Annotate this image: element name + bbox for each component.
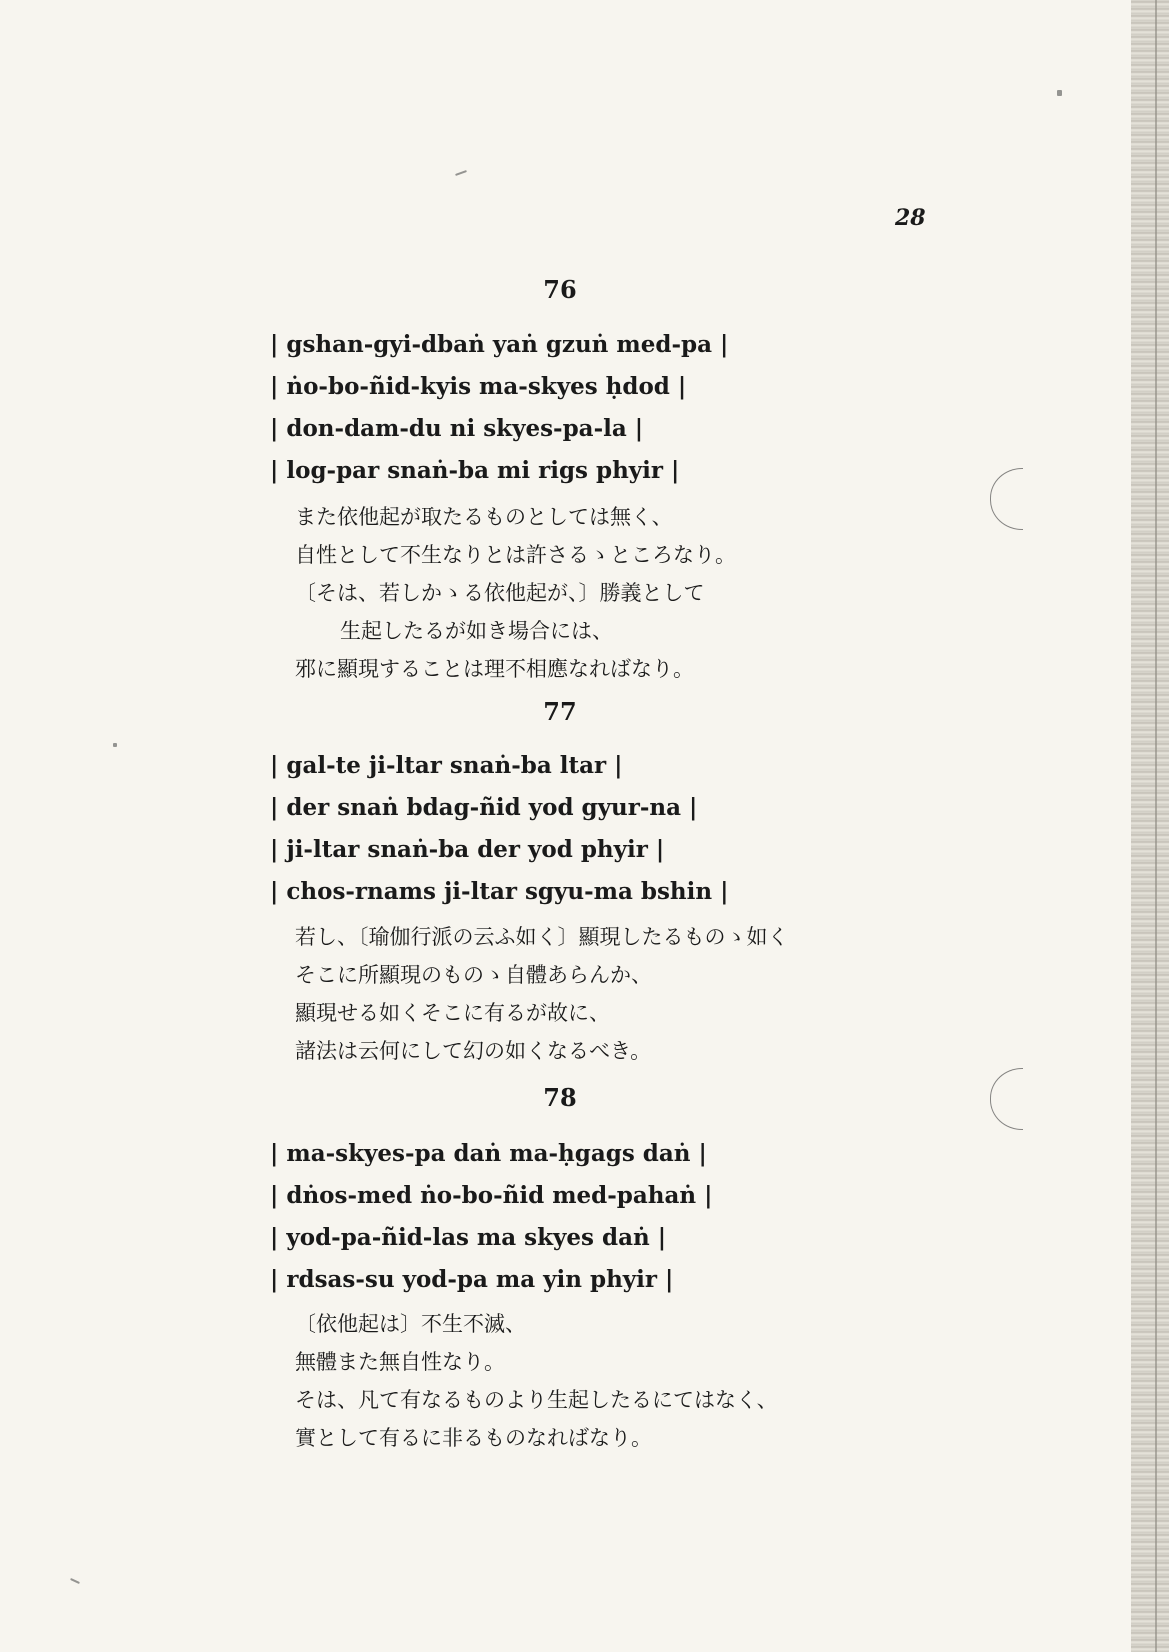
scan-edge-shadow <box>1131 0 1169 1652</box>
scan-speck <box>1057 90 1062 96</box>
tibetan-line: | ṅo-bo-ñid-kyis ma-skyes ḥdod | <box>270 373 687 400</box>
scan-speck <box>455 170 467 176</box>
japanese-line: そこに所顯現のものゝ自體あらんか、 <box>295 963 652 987</box>
japanese-line: 邪に顯現することは理不相應なればなり。 <box>295 657 694 681</box>
japanese-translation <box>295 918 789 1070</box>
tibetan-line: | gshan-gyi-dbaṅ yaṅ gzuṅ med-pa | <box>270 331 729 358</box>
verse-number: 77 <box>543 697 577 726</box>
japanese-line: 生起したるが如き場合には、 <box>340 619 613 643</box>
japanese-line: 自性として不生なりとは許さるゝところなり。 <box>295 543 736 567</box>
tibetan-line: | ma-skyes-pa daṅ ma-ḥgags daṅ | <box>270 1140 707 1167</box>
tibetan-verse <box>270 745 728 913</box>
japanese-line: また依他起が取たるものとしては無く、 <box>295 505 673 529</box>
japanese-line: 若し、〔瑜伽行派の云ふ如く〕顯現したるものゝ如く <box>295 925 789 949</box>
scan-speck <box>113 743 117 747</box>
japanese-line: 實として有るに非るものなればなり。 <box>295 1426 652 1450</box>
japanese-line: 〔依他起は〕不生不滅、 <box>295 1312 526 1336</box>
verse-number: 76 <box>543 275 577 304</box>
japanese-line: 〔そは、若しかゝる依他起が、〕勝義として <box>295 581 705 605</box>
tibetan-line: | yod-pa-ñid-las ma skyes daṅ | <box>270 1224 667 1251</box>
scan-speck <box>70 1578 80 1584</box>
page-number: 28 <box>895 205 926 231</box>
tibetan-line: | der snaṅ bdag-ñid yod gyur-na | <box>270 794 698 821</box>
scan-bracket-mark <box>990 468 1023 530</box>
japanese-translation <box>295 1305 778 1457</box>
japanese-line: そは、凡て有なるものより生起したるにてはなく、 <box>295 1388 778 1412</box>
scan-edge-line <box>1155 0 1157 1652</box>
tibetan-line: | gal-te ji-ltar snaṅ-ba ltar | <box>270 752 623 779</box>
tibetan-verse <box>270 324 728 492</box>
japanese-line: 顯現せる如くそこに有るが故に、 <box>295 1001 610 1025</box>
japanese-translation <box>295 498 736 688</box>
japanese-line: 諸法は云何にして幻の如くなるべき。 <box>295 1039 652 1063</box>
tibetan-verse <box>270 1133 713 1301</box>
tibetan-line: | ji-ltar snaṅ-ba der yod phyir | <box>270 836 665 863</box>
verse-number: 78 <box>543 1083 577 1112</box>
tibetan-line: | chos-rnams ji-ltar sgyu-ma bshin | <box>270 878 729 905</box>
tibetan-line: | don-dam-du ni skyes-pa-la | <box>270 415 644 442</box>
tibetan-line: | dṅos-med ṅo-bo-ñid med-pahaṅ | <box>270 1182 713 1209</box>
tibetan-line: | log-par snaṅ-ba mi rigs phyir | <box>270 457 680 484</box>
japanese-line: 無體また無自性なり。 <box>295 1350 505 1374</box>
tibetan-line: | rdsas-su yod-pa ma yin phyir | <box>270 1266 674 1293</box>
